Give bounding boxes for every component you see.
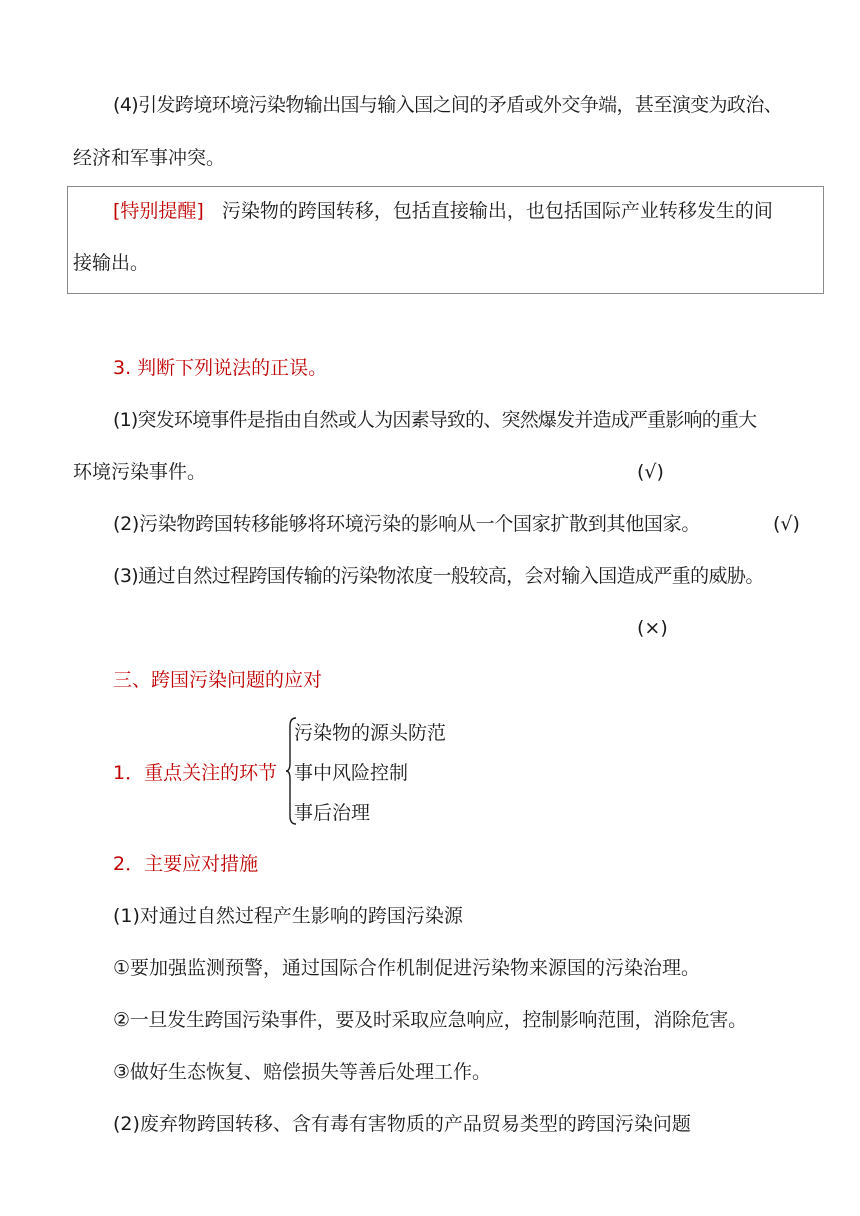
measure1-c: ③做好生态恢复、赔偿损失等善后处理工作。 bbox=[113, 1061, 492, 1083]
measures-title: 2．主要应对措施 bbox=[113, 853, 259, 875]
measure2-title: (2)废弃物跨国转移、含有毒有害物质的产品贸易类型的跨国污染问题 bbox=[113, 1113, 691, 1135]
judge-item3: (3)通过自然过程跨国传输的污染物浓度一般较高，会对输入国造成严重的威胁。 bbox=[113, 565, 764, 587]
reminder-line2: 接输出。 bbox=[73, 252, 150, 274]
measure1-a: ①要加强监测预警，通过国际合作机制促进污染物来源国的污染治理。 bbox=[113, 957, 701, 979]
measure1-title: (1)对通过自然过程产生影响的跨国污染源 bbox=[113, 905, 463, 927]
key-item-source: 污染物的源头防范 bbox=[294, 722, 447, 744]
reminder-tag: [特别提醒] bbox=[113, 200, 204, 222]
judge-item2: (2)污染物跨国转移能够将环境污染的影响从一个国家扩散到其他国家。 bbox=[113, 513, 701, 535]
section3-title: 三、跨国污染问题的应对 bbox=[113, 669, 323, 691]
judge-item1-line1: (1)突发环境事件是指由自然或人为因素导致的、突然爆发并造成严重影响的重大 bbox=[113, 409, 757, 431]
judge-item2-mark: (√) bbox=[773, 513, 800, 535]
p4-line2: 经济和军事冲突。 bbox=[73, 147, 226, 169]
p4-line1: (4)引发跨境环境污染物输出国与输入国之间的矛盾或外交争端，甚至演变为政治、 bbox=[113, 94, 783, 116]
measure1-b: ②一旦发生跨国污染事件，要及时采取应急响应，控制影响范围，消除危害。 bbox=[113, 1009, 747, 1031]
key-label: 1．重点关注的环节 bbox=[113, 762, 278, 784]
key-item-governance: 事后治理 bbox=[294, 802, 371, 824]
judge-item1-mark: (√) bbox=[637, 461, 664, 483]
reminder-line1 bbox=[113, 198, 773, 224]
judge-heading: 3. 判断下列说法的正误。 bbox=[113, 357, 328, 379]
reminder-text: 污染物的跨国转移，包括直接输出，也包括国际产业转移发生的间 bbox=[221, 200, 773, 222]
judge-item3-mark: (×) bbox=[637, 617, 668, 639]
judge-item1-line2: 环境污染事件。 bbox=[73, 461, 207, 483]
key-item-risk: 事中风险控制 bbox=[294, 762, 409, 784]
